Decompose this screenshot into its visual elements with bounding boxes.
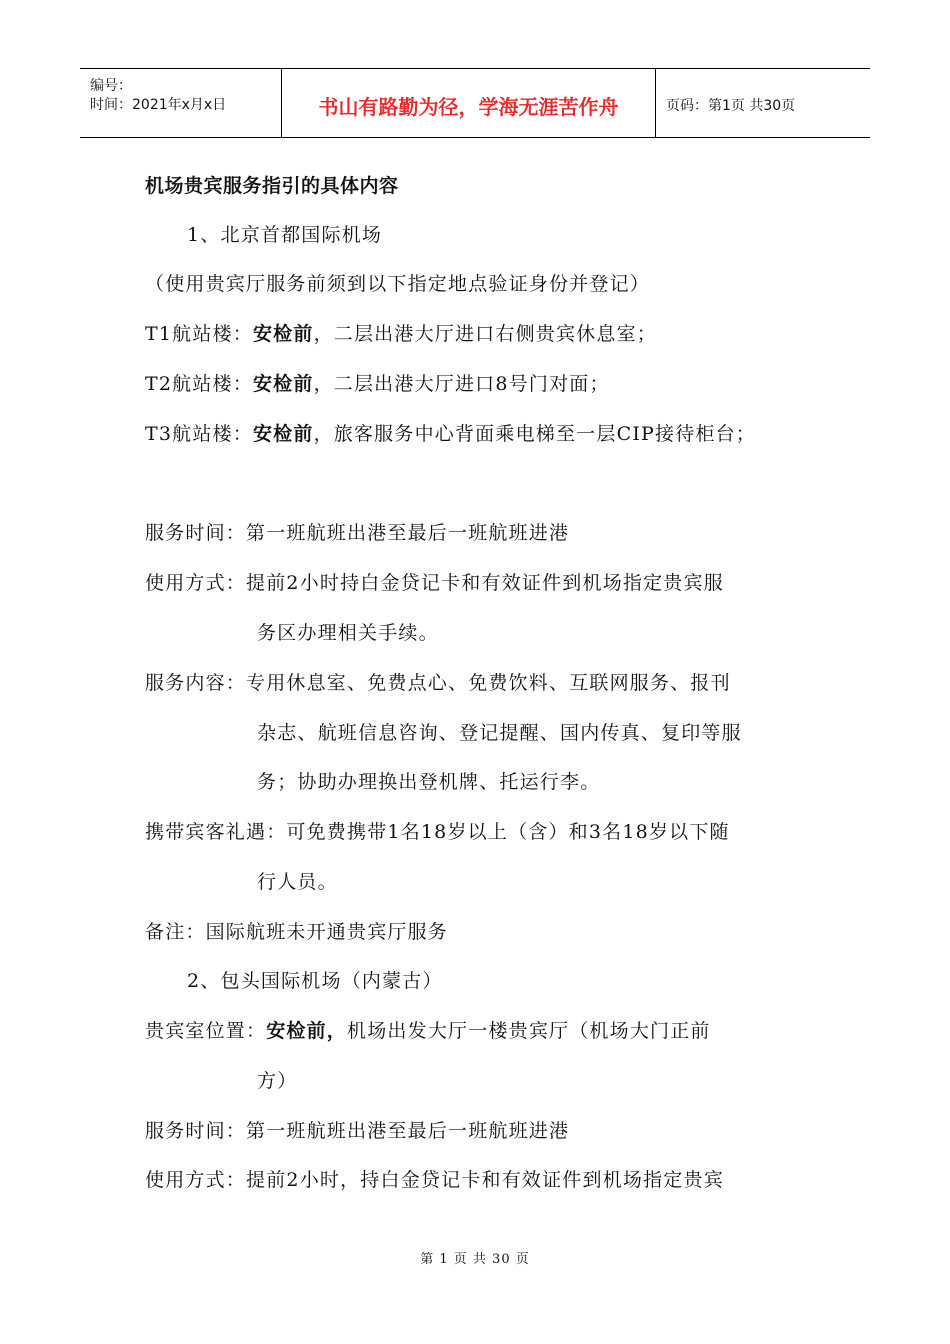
terminal-t1-line: [145, 322, 657, 346]
s1-remark: 备注：国际航班未开通贵宾厅服务: [145, 921, 449, 943]
s1-content-line2: 杂志、航班信息咨询、登记提醒、国内传真、复印等服: [257, 722, 742, 744]
terminal-t1-text: ，二层出港大厅进口右侧贵宾休息室；: [313, 323, 657, 345]
s2-location-label: 贵宾室位置：: [145, 1020, 267, 1042]
terminal-t2-bold: 安检前: [252, 373, 314, 395]
terminal-t2-line: [145, 372, 610, 396]
page-footer: 第 1 页 共 30 页: [420, 1252, 530, 1267]
header-page-cell: [656, 69, 870, 137]
terminal-t3-text: ，旅客服务中心背面乘电梯至一层CIP接待柜台；: [313, 423, 757, 445]
section-1-heading: 1、北京首都国际机场: [187, 224, 383, 246]
s2-service-time: 服务时间：第一班航班出港至最后一班航班进港: [145, 1120, 570, 1142]
s1-content-line1: 服务内容：专用休息室、免费点心、免费饮料、互联网服务、报刊: [145, 672, 731, 694]
section-2-heading: 2、包头国际机场（内蒙古）: [187, 970, 443, 992]
header-motto-cell: [282, 69, 656, 137]
header-meta: [80, 69, 282, 137]
terminal-t3-line: [145, 422, 756, 446]
terminal-t1-label: T1航站楼：: [145, 323, 253, 345]
s1-guest-line2: 行人员。: [257, 871, 338, 893]
s2-location-line1: [145, 1019, 711, 1043]
terminal-t1-bold: 安检前: [252, 323, 314, 345]
s2-usage-line1: 使用方式：提前2小时，持白金贷记卡和有效证件到机场指定贵宾: [145, 1169, 724, 1191]
terminal-t3-bold: 安检前: [252, 423, 314, 445]
number-label: 编号：: [90, 78, 132, 94]
s1-usage-line1: 使用方式：提前2小时持白金贷记卡和有效证件到机场指定贵宾服: [145, 572, 724, 594]
time-label: 时间：2021年x月x日: [90, 97, 227, 113]
header-page-info: 页码：第1页 共30页: [666, 98, 796, 114]
terminal-t3-label: T3航站楼：: [145, 423, 253, 445]
terminal-t2-text: ，二层出港大厅进口8号门对面；: [313, 373, 610, 395]
s1-content-line3: 务；协助办理换出登机牌、托运行李。: [257, 771, 601, 793]
doc-title: 机场贵宾服务指引的具体内容: [145, 175, 399, 197]
page-header: [80, 68, 870, 138]
section-1-note: （使用贵宾厅服务前须到以下指定地点验证身份并登记）: [145, 273, 651, 295]
s1-service-time: 服务时间：第一班航班出港至最后一班航班进港: [145, 522, 570, 544]
terminal-t2-label: T2航站楼：: [145, 373, 253, 395]
header-motto: 书山有路勤为径，学海无涯苦作舟: [318, 95, 619, 119]
s1-guest-line1: 携带宾客礼遇：可免费携带1名18岁以上（含）和3名18岁以下随: [145, 821, 730, 843]
s2-location-line2: 方）: [257, 1070, 298, 1092]
s1-usage-line2: 务区办理相关手续。: [257, 622, 439, 644]
s2-location-bold: 安检前，: [266, 1020, 348, 1042]
s2-location-text: 机场出发大厅一楼贵宾厅（机场大门正前: [347, 1020, 711, 1042]
